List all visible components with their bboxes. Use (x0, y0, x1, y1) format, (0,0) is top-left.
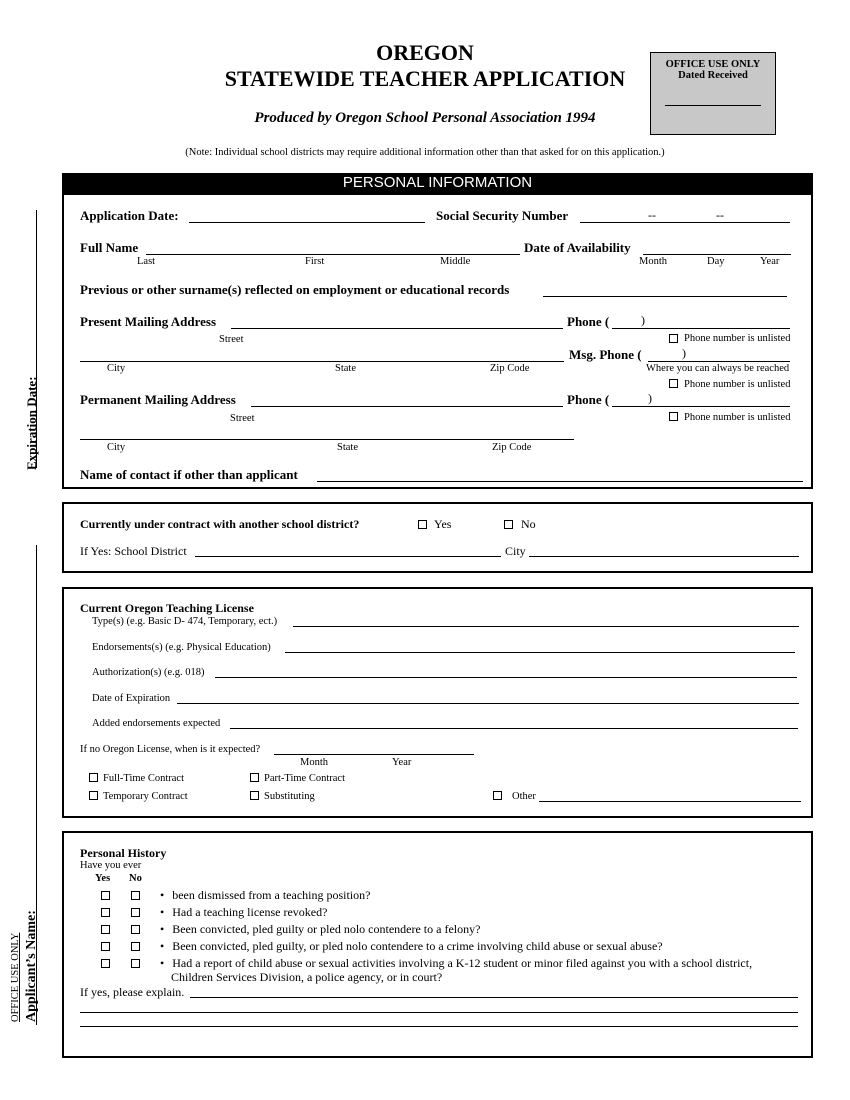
temporary-checkbox[interactable] (89, 791, 98, 800)
history-item-1: • been dismissed from a teaching position? (160, 888, 371, 903)
permanent-address-label: Permanent Mailing Address (80, 392, 236, 407)
no-license-label: If no Oregon License, when is it expected? (80, 744, 261, 755)
previous-surnames-field[interactable] (543, 296, 787, 297)
present-address-label: Present Mailing Address (80, 314, 217, 329)
part-time-label: Part-Time Contract (264, 773, 345, 784)
history-5-no[interactable] (131, 959, 140, 968)
expiration-label: Date of Expiration (92, 693, 171, 704)
sub-city-2: City (107, 442, 126, 453)
office-use-box (650, 52, 776, 135)
added-endorsements-label: Added endorsements expected (92, 718, 221, 729)
ssn-dash-2: -- (716, 208, 724, 222)
history-1-yes[interactable] (101, 891, 110, 900)
history-4-yes[interactable] (101, 942, 110, 951)
contract-city-label: City (505, 544, 526, 558)
state-title: OREGON (376, 40, 474, 65)
history-3-no[interactable] (131, 925, 140, 934)
history-3-yes[interactable] (101, 925, 110, 934)
school-district-field[interactable] (195, 556, 501, 557)
sub-state-2: State (337, 442, 358, 453)
license-title: Current Oregon Teaching License (80, 601, 254, 615)
phone-field-1[interactable] (612, 328, 790, 329)
phone-field-2[interactable] (612, 406, 790, 407)
part-time-checkbox[interactable] (250, 773, 259, 782)
phone-close-1: ) (641, 313, 645, 327)
added-endorsements-field[interactable] (230, 728, 798, 729)
application-date-field[interactable] (189, 222, 425, 223)
license-month-label: Month (300, 757, 329, 768)
history-5-yes[interactable] (101, 959, 110, 968)
sub-city-1: City (107, 363, 126, 374)
phone-unlisted-checkbox-3[interactable] (669, 412, 678, 421)
authorizations-field[interactable] (215, 677, 797, 678)
ssn-dash-1: -- (648, 208, 656, 222)
substituting-label: Substituting (264, 791, 315, 802)
other-field[interactable] (539, 801, 801, 802)
note-text: (Note: Individual school districts may require additional information other than that asked for on this application.) (185, 147, 665, 158)
availability-label: Date of Availability (524, 240, 631, 255)
history-4-no[interactable] (131, 942, 140, 951)
expiration-field[interactable] (177, 703, 799, 704)
license-types-label: Type(s) (e.g. Basic D- 474, Temporary, ect.) (92, 616, 278, 627)
dated-received-line (665, 105, 761, 106)
ssn-field[interactable] (580, 222, 790, 223)
dated-received-label: Dated Received (678, 70, 748, 81)
permanent-address-field[interactable] (251, 406, 563, 407)
history-item-5: • Had a report of child abuse or sexual activities involving a K-12 student or minor filed against you with a school district, (160, 956, 752, 971)
present-city-field[interactable] (80, 361, 564, 362)
office-use-only-side: OFFICE USE ONLY (10, 932, 21, 1022)
availability-field[interactable] (643, 254, 791, 255)
have-you-ever: Have you ever (80, 860, 142, 871)
where-reached-note: Where you can always be reached (646, 363, 790, 374)
other-label: Other (512, 791, 536, 802)
sub-first: First (305, 256, 325, 267)
other-checkbox[interactable] (493, 791, 502, 800)
msg-phone-label: Msg. Phone ( (569, 347, 642, 362)
phone-unlisted-checkbox-1[interactable] (669, 334, 678, 343)
endorsements-field[interactable] (285, 652, 795, 653)
history-item-3: • Been convicted, pled guilty or pled nolo contendere to a felony? (160, 922, 480, 937)
history-item-2: • Had a teaching license revoked? (160, 905, 327, 920)
sub-middle: Middle (440, 256, 471, 267)
present-address-field[interactable] (231, 328, 563, 329)
substituting-checkbox[interactable] (250, 791, 259, 800)
phone-close-2: ) (648, 391, 652, 405)
phone-label-1: Phone ( (567, 314, 610, 329)
history-2-no[interactable] (131, 908, 140, 917)
endorsements-label: Endorsements(s) (e.g. Physical Education) (92, 642, 271, 653)
ssn-label: Social Security Number (436, 208, 569, 223)
phone-unlisted-label-3: Phone number is unlisted (684, 412, 791, 423)
application-date-label: Application Date: (80, 208, 179, 223)
sub-zip-2: Zip Code (492, 442, 532, 453)
contract-no-checkbox[interactable] (504, 520, 513, 529)
contract-city-field[interactable] (529, 556, 799, 557)
history-item-4: • Been convicted, pled guilty, or pled nolo contendere to a crime involving child abuse or sexual abuse? (160, 939, 663, 954)
authorizations-label: Authorization(s) (e.g. 018) (92, 667, 205, 678)
history-yes-header: Yes (95, 873, 111, 884)
sub-street-1: Street (219, 334, 244, 345)
explain-field-3[interactable] (80, 1026, 798, 1027)
full-name-field[interactable] (146, 254, 520, 255)
sub-street-2: Street (230, 413, 255, 424)
contact-name-field[interactable] (317, 481, 803, 482)
applicant-name-label: Applicant’s Name: (24, 910, 39, 1022)
phone-unlisted-label-1: Phone number is unlisted (684, 333, 791, 344)
history-title: Personal History (80, 846, 167, 860)
phone-unlisted-checkbox-2[interactable] (669, 379, 678, 388)
previous-surnames-label: Previous or other surname(s) reflected on employment or educational records (80, 282, 510, 297)
phone-unlisted-label-2: Phone number is unlisted (684, 379, 791, 390)
expiration-date-label: Expiration Date: (24, 376, 39, 470)
history-no-header: No (129, 873, 142, 884)
full-time-label: Full-Time Contract (103, 773, 184, 784)
no-license-field[interactable] (274, 754, 474, 755)
explain-field-1[interactable] (190, 997, 798, 998)
sub-day: Day (707, 256, 725, 267)
contract-yes-label: Yes (434, 517, 452, 531)
sub-year: Year (760, 256, 780, 267)
phone-label-2: Phone ( (567, 392, 610, 407)
sub-state-1: State (335, 363, 356, 374)
msg-phone-field[interactable] (648, 361, 790, 362)
produced-by: Produced by Oregon School Personal Association 1994 (254, 110, 596, 126)
history-item-5-cont: Children Services Division, a police agency, or in court? (171, 970, 443, 984)
sub-zip-1: Zip Code (490, 363, 530, 374)
history-1-no[interactable] (131, 891, 140, 900)
contact-name-label: Name of contact if other than applicant (80, 467, 298, 482)
explain-label: If yes, please explain. (80, 985, 185, 999)
contract-no-label: No (521, 517, 536, 531)
personal-info-header: PERSONAL INFORMATION (62, 173, 813, 193)
sub-month: Month (639, 256, 668, 267)
history-2-yes[interactable] (101, 908, 110, 917)
temporary-label: Temporary Contract (103, 791, 188, 802)
full-time-checkbox[interactable] (89, 773, 98, 782)
permanent-city-field[interactable] (80, 439, 574, 440)
license-types-field[interactable] (293, 626, 799, 627)
msg-phone-close: ) (682, 346, 686, 360)
explain-field-2[interactable] (80, 1012, 798, 1013)
school-district-label: If Yes: School District (80, 544, 187, 558)
sub-last: Last (137, 256, 156, 267)
contract-yes-checkbox[interactable] (418, 520, 427, 529)
contract-section (62, 502, 813, 573)
full-name-label: Full Name (80, 240, 139, 255)
form-title: STATEWIDE TEACHER APPLICATION (224, 66, 626, 91)
contract-question: Currently under contract with another school district? (80, 517, 360, 531)
office-use-label: OFFICE USE ONLY (665, 59, 761, 70)
license-year-label: Year (392, 757, 412, 768)
